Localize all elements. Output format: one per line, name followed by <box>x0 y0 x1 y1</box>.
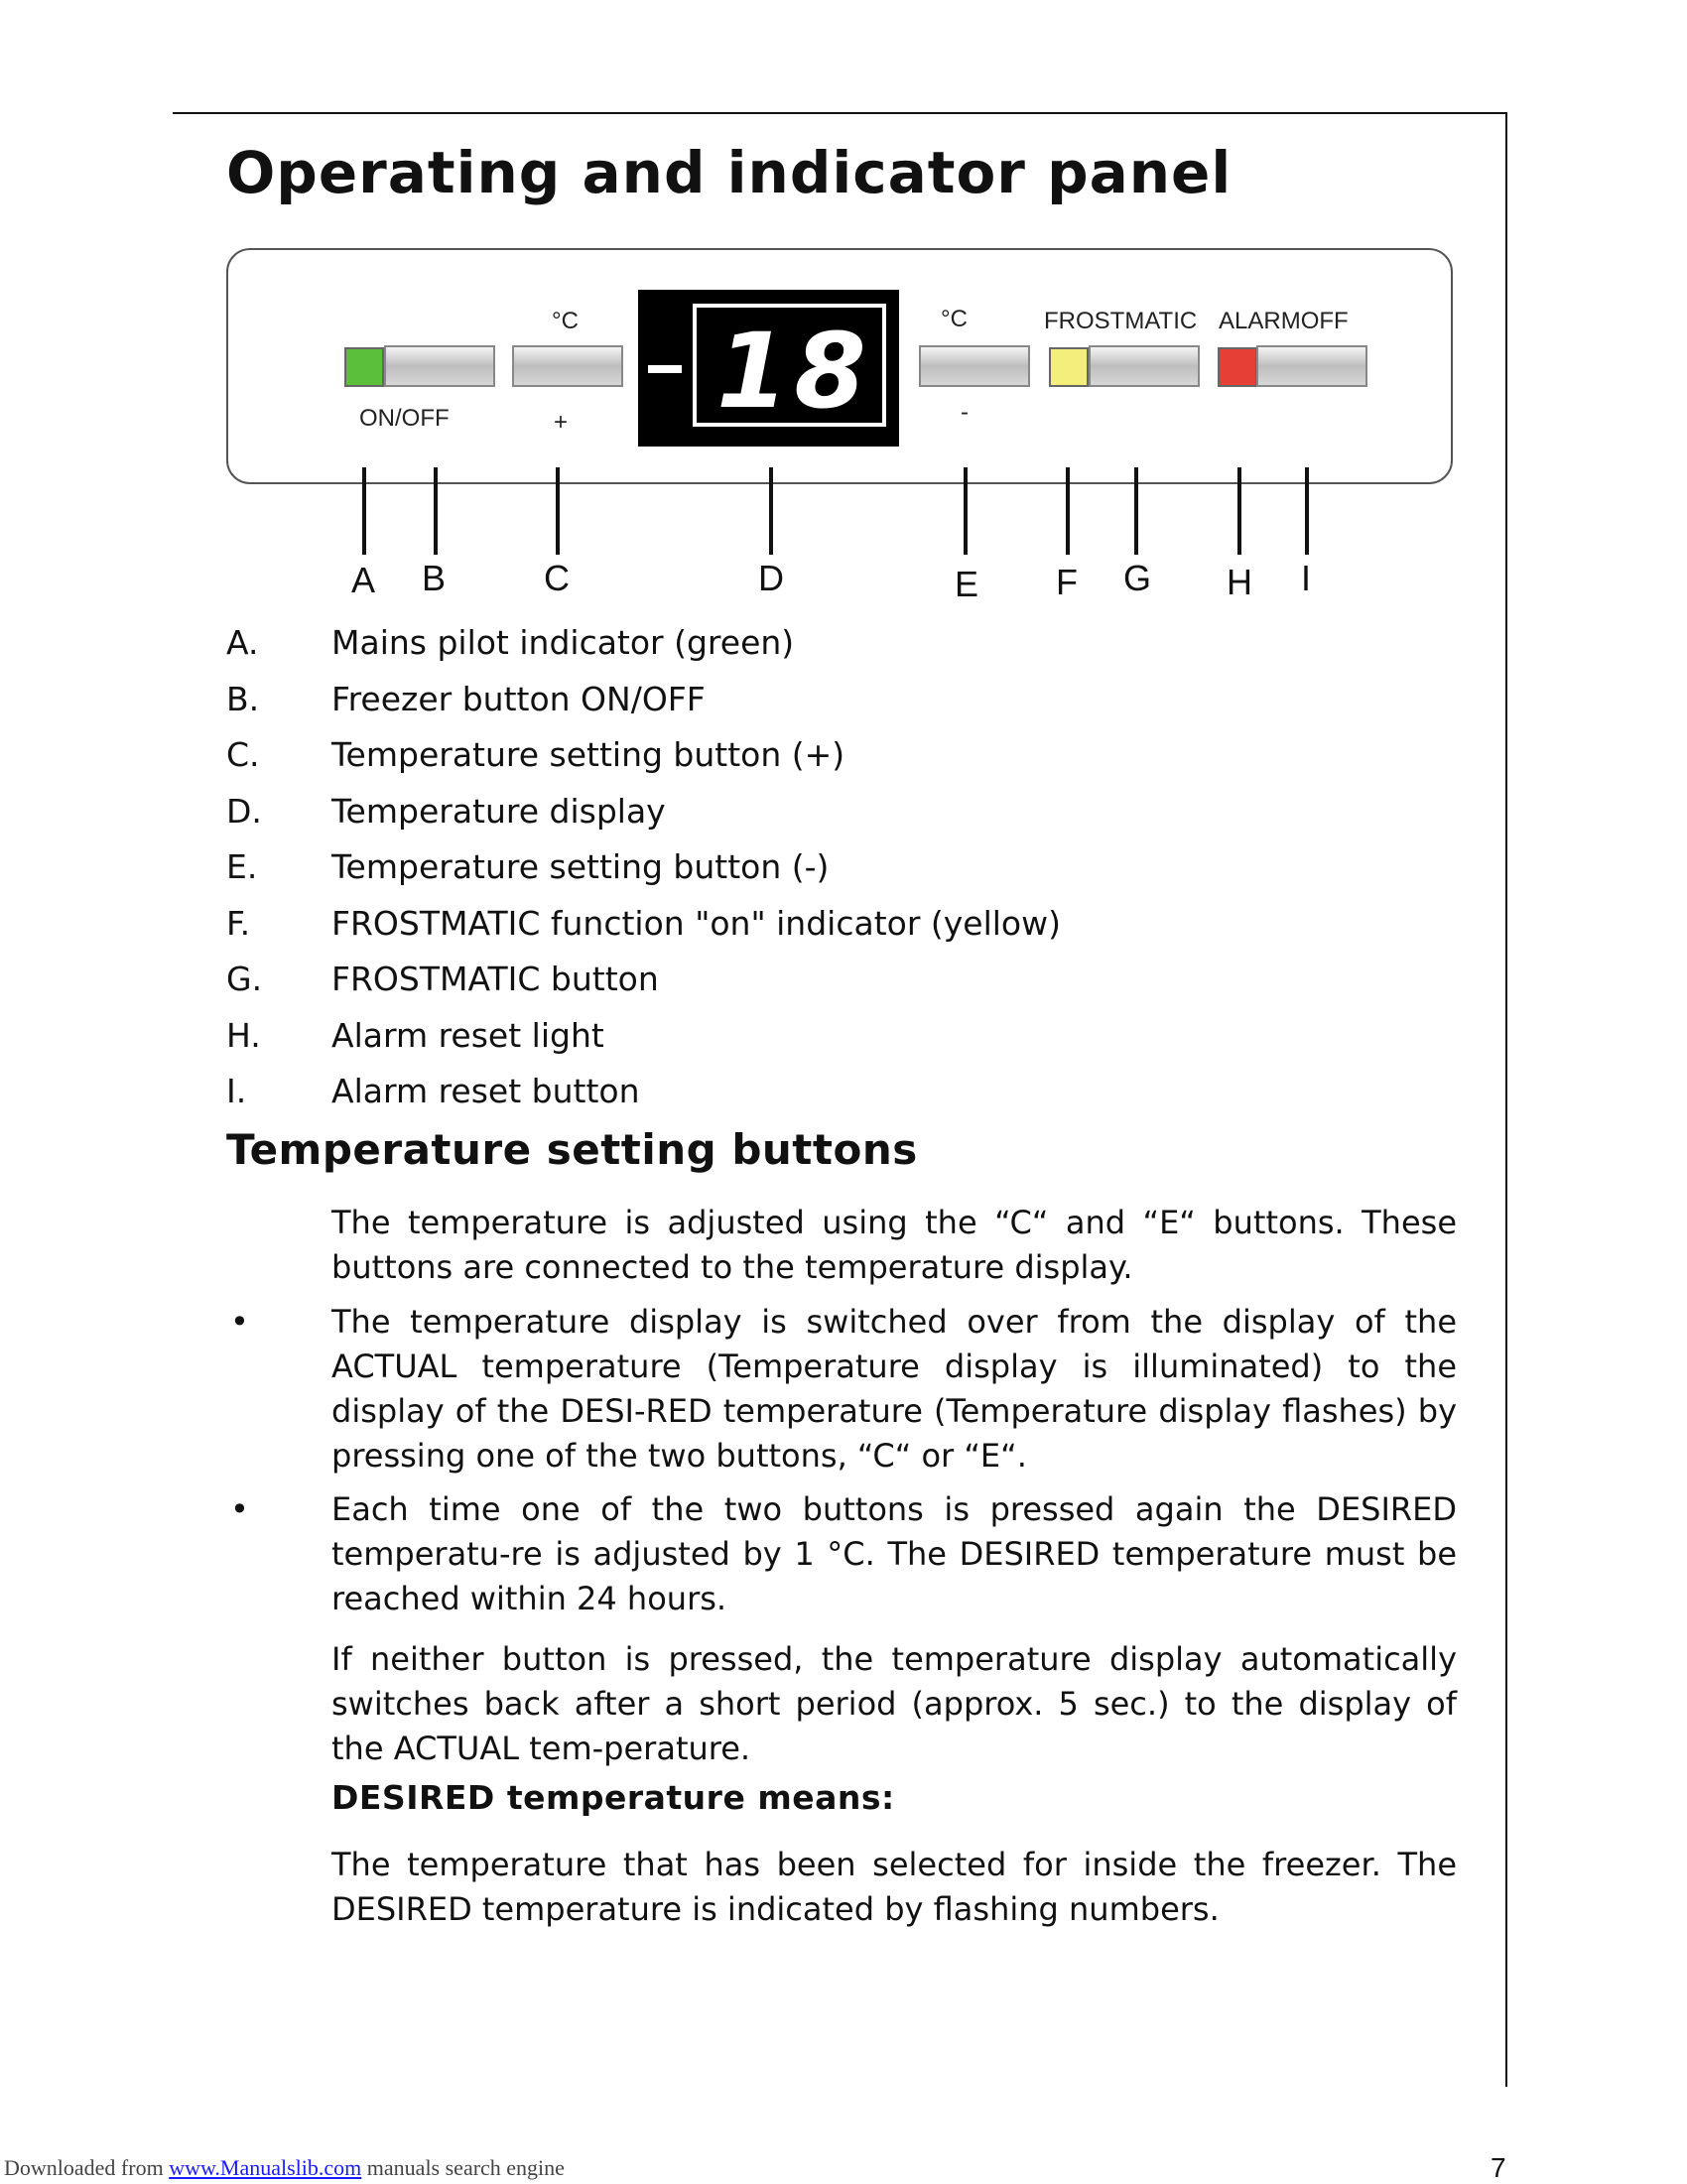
callout-line-b <box>434 467 438 555</box>
plus-label: + <box>554 409 569 436</box>
legend-key: B. <box>226 679 260 718</box>
page-title: Operating and indicator panel <box>226 139 1233 206</box>
celsius-label-plus: °C <box>552 308 579 334</box>
callout-line-i <box>1305 467 1309 555</box>
frame-top-rule <box>173 112 1507 114</box>
desired-paragraph: The temperature that has been selected for inside the freezer. The DESIRED temperature is indicated by flashing numbers. <box>331 1846 1457 1928</box>
frostmatic-label: FROSTMATIC <box>1044 308 1198 334</box>
callout-d: D <box>758 558 784 598</box>
legend-text: FROSTMATIC function "on" indicator (yellow) <box>331 903 1061 943</box>
bullet-paragraph: Each time one of the two buttons is pressed again the DESIRED temperatu-re is adjusted by 1 °C. The DESIRED temperature must be reached within 24 hours. <box>331 1490 1457 1617</box>
legend-key: G. <box>226 960 263 998</box>
callout-a: A <box>351 560 376 600</box>
display-value: 18 <box>716 311 872 432</box>
legend-key: E. <box>226 847 258 886</box>
footer-suffix: manuals search engine <box>361 2155 565 2180</box>
legend-text: Temperature setting button (+) <box>331 735 845 774</box>
legend-key: I. <box>226 1072 247 1110</box>
display-frame <box>693 304 886 432</box>
temperature-display <box>638 290 899 447</box>
callout-line-f <box>1066 467 1070 555</box>
callout-c: C <box>544 558 570 598</box>
callout-line-h <box>1237 467 1241 555</box>
mains-pilot-light <box>344 347 384 387</box>
legend-item <box>226 680 1061 736</box>
footer-prefix: Downloaded from <box>4 2155 170 2180</box>
bullet-paragraph: The temperature display is switched over from the display of the ACTUAL temperature (Temperature display is illuminated) to the display of the DESI-RED temperature (Temperature display flashes) by pressing one of the two buttons, “C“ or “E“. <box>331 1303 1457 1475</box>
temperature-plus-button[interactable] <box>512 345 623 387</box>
bullet-marker: • <box>230 1490 249 1528</box>
legend-text: Temperature display <box>331 791 666 831</box>
minus-label: - <box>961 399 969 426</box>
alarm-reset-button[interactable] <box>1256 345 1367 387</box>
callout-f: F <box>1056 562 1078 602</box>
callout-line-a <box>362 467 366 555</box>
callout-line-c <box>556 467 560 555</box>
on-off-button[interactable] <box>384 345 495 387</box>
callout-line-e <box>964 467 968 555</box>
alarm-reset-light <box>1218 347 1257 387</box>
followup-paragraph: If neither button is pressed, the temperature display automatically switches back after a short period (approx. 5 sec.) to the display of the ACTUAL tem-perature. <box>331 1640 1457 1767</box>
panel-legend-list <box>226 623 1061 1128</box>
display-minus-sign <box>648 365 682 373</box>
legend-item <box>226 1016 1061 1073</box>
celsius-label-minus: °C <box>941 306 968 332</box>
legend-text: Freezer button ON/OFF <box>331 679 706 718</box>
callout-h: H <box>1227 562 1252 602</box>
callout-e: E <box>955 564 979 604</box>
bullet-marker: • <box>230 1303 249 1341</box>
section-title: Temperature setting buttons <box>226 1125 918 1174</box>
callout-line-g <box>1134 467 1138 555</box>
frame-right-rule <box>1505 112 1507 2087</box>
legend-text: Alarm reset button <box>331 1072 640 1110</box>
legend-text: Temperature setting button (-) <box>331 847 830 886</box>
on-off-label: ON/OFF <box>359 405 450 432</box>
desired-subtitle: DESIRED temperature means: <box>331 1778 895 1817</box>
callout-g: G <box>1123 558 1152 598</box>
legend-key: H. <box>226 1015 261 1055</box>
temperature-minus-button[interactable] <box>919 345 1030 387</box>
callout-b: B <box>422 558 447 598</box>
legend-item <box>226 904 1061 961</box>
page-number: 7 <box>1491 2152 1506 2183</box>
manualslib-link[interactable]: www.Manualslib.com <box>169 2155 362 2180</box>
callout-line-d <box>769 467 773 555</box>
legend-item <box>226 960 1061 1016</box>
legend-item <box>226 1072 1061 1128</box>
frostmatic-button[interactable] <box>1089 345 1200 387</box>
legend-key: A. <box>226 623 259 662</box>
legend-item <box>226 623 1061 680</box>
legend-key: C. <box>226 735 260 774</box>
legend-item <box>226 792 1061 848</box>
intro-paragraph: The temperature is adjusted using the “C“ and “E“ buttons. These buttons are connected to the temperature display. <box>331 1204 1457 1286</box>
legend-item <box>226 735 1061 792</box>
frostmatic-indicator-light <box>1049 347 1089 387</box>
legend-key: F. <box>226 903 251 943</box>
download-footer <box>4 2155 565 2181</box>
legend-text: FROSTMATIC button <box>331 960 659 998</box>
legend-text: Alarm reset light <box>331 1015 604 1055</box>
alarm-off-label: ALARMOFF <box>1219 308 1349 334</box>
legend-item <box>226 847 1061 904</box>
callout-i: I <box>1301 558 1312 598</box>
legend-text: Mains pilot indicator (green) <box>331 623 795 662</box>
legend-key: D. <box>226 791 262 831</box>
